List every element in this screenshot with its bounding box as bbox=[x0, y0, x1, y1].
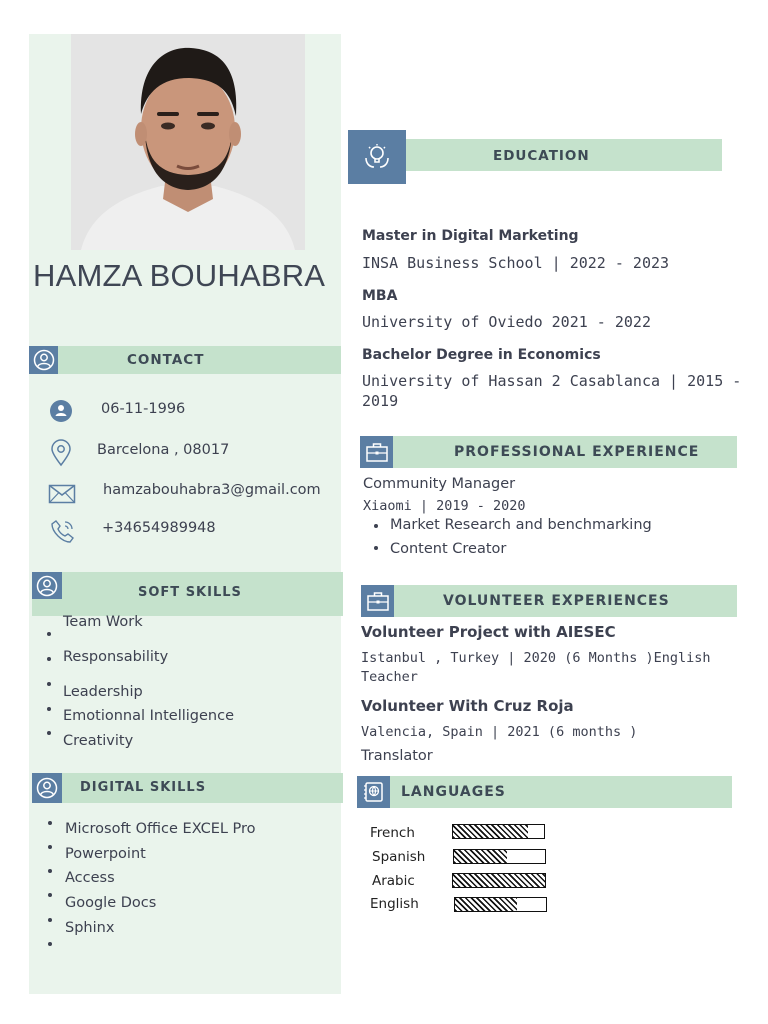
job-task: Market Research and benchmarking bbox=[390, 517, 652, 533]
volunteer-detail-continued: Translator bbox=[361, 748, 433, 764]
language-level-bar bbox=[452, 873, 546, 888]
list-bullet bbox=[47, 657, 51, 661]
contact-location: Barcelona , 08017 bbox=[97, 442, 230, 458]
languages-section-title: LANGUAGES bbox=[401, 784, 506, 800]
contact-email[interactable]: hamzabouhabra3@gmail.com bbox=[103, 482, 321, 498]
education-degree: Bachelor Degree in Economics bbox=[362, 347, 601, 363]
volunteer-section-title: VOLUNTEER EXPERIENCES bbox=[443, 593, 670, 609]
volunteer-detail: Istanbul , Turkey | 2020 (6 Months )English bbox=[361, 650, 711, 666]
job-task: Content Creator bbox=[390, 541, 507, 557]
list-bullet bbox=[47, 632, 51, 636]
lightbulb-hands-icon bbox=[362, 142, 392, 172]
education-section-title: EDUCATION bbox=[493, 148, 590, 164]
soft-skill-item: Responsability bbox=[63, 649, 169, 665]
globe-book-icon bbox=[362, 780, 386, 804]
contact-section-title: CONTACT bbox=[127, 352, 205, 368]
contact-birthdate: 06-11-1996 bbox=[101, 401, 186, 417]
digital-skill-item: Google Docs bbox=[65, 895, 157, 911]
job-company: Xiaomi | 2019 - 2020 bbox=[363, 498, 526, 514]
contact-header-icon-box bbox=[29, 346, 58, 374]
job-role: Community Manager bbox=[363, 476, 516, 492]
professional-icon-box bbox=[360, 436, 393, 468]
user-badge-icon bbox=[49, 399, 73, 423]
languages-icon-box bbox=[357, 776, 390, 808]
digital-skill-item: Access bbox=[65, 870, 115, 886]
language-level-bar bbox=[454, 897, 547, 912]
professional-section-title: PROFESSIONAL EXPERIENCE bbox=[454, 444, 700, 460]
digital-skill-item: Sphinx bbox=[65, 920, 115, 936]
user-circle-icon bbox=[33, 349, 55, 371]
language-level-bar bbox=[452, 824, 545, 839]
user-circle-icon bbox=[36, 777, 58, 799]
digital-skills-icon-box bbox=[32, 773, 62, 803]
language-name: French bbox=[370, 825, 415, 841]
volunteer-detail: Valencia, Spain | 2021 (6 months ) bbox=[361, 724, 638, 740]
soft-skill-item: Creativity bbox=[63, 733, 134, 749]
list-bullet bbox=[48, 845, 52, 849]
candidate-name: HAMZA BOUHABRA bbox=[33, 258, 326, 293]
list-bullet bbox=[48, 893, 52, 897]
education-detail: University of Oviedo 2021 - 2022 bbox=[362, 313, 651, 331]
list-bullet bbox=[48, 821, 52, 825]
briefcase-icon bbox=[365, 441, 389, 463]
language-level-bar bbox=[453, 849, 546, 864]
language-name: English bbox=[370, 896, 419, 912]
education-icon-box bbox=[348, 130, 406, 184]
volunteer-detail-continued: Teacher bbox=[361, 669, 418, 685]
profile-photo bbox=[71, 34, 305, 250]
language-name: Spanish bbox=[372, 849, 426, 865]
briefcase-icon bbox=[366, 590, 390, 612]
user-circle-icon bbox=[36, 575, 58, 597]
digital-skills-section-title: DIGITAL SKILLS bbox=[80, 780, 207, 795]
list-bullet bbox=[48, 918, 52, 922]
education-detail-continued: 2019 bbox=[362, 392, 399, 410]
soft-skill-item: Team Work bbox=[63, 614, 143, 630]
education-detail: University of Hassan 2 Casablanca | 2015 - bbox=[362, 372, 742, 390]
soft-skill-item: Leadership bbox=[63, 684, 143, 700]
language-level-fill bbox=[455, 898, 517, 911]
education-degree: Master in Digital Marketing bbox=[362, 228, 579, 244]
list-bullet bbox=[48, 942, 52, 946]
language-level-fill bbox=[453, 874, 545, 887]
digital-skill-item: Microsoft Office EXCEL Pro bbox=[65, 821, 256, 837]
digital-skill-item: Powerpoint bbox=[65, 846, 146, 862]
profile-photo-illustration bbox=[71, 34, 305, 250]
language-level-fill bbox=[453, 825, 528, 838]
volunteer-icon-box bbox=[361, 585, 394, 617]
list-bullet bbox=[47, 731, 51, 735]
list-bullet bbox=[48, 869, 52, 873]
volunteer-title: Volunteer With Cruz Roja bbox=[361, 697, 574, 715]
list-bullet bbox=[47, 707, 51, 711]
list-bullet bbox=[47, 682, 51, 686]
soft-skills-section-title: SOFT SKILLS bbox=[138, 585, 242, 600]
phone-icon bbox=[50, 518, 76, 544]
language-level-fill bbox=[454, 850, 507, 863]
map-pin-icon bbox=[49, 439, 73, 467]
language-name: Arabic bbox=[372, 873, 415, 889]
soft-skill-item: Emotionnal Intelligence bbox=[63, 708, 235, 724]
contact-phone[interactable]: +34654989948 bbox=[102, 520, 216, 536]
volunteer-title: Volunteer Project with AIESEC bbox=[361, 623, 616, 641]
education-detail: INSA Business School | 2022 - 2023 bbox=[362, 254, 670, 272]
list-bullet bbox=[374, 546, 378, 550]
list-bullet bbox=[374, 524, 378, 528]
envelope-icon bbox=[48, 484, 76, 504]
soft-skills-icon-box bbox=[32, 572, 62, 599]
education-degree: MBA bbox=[362, 288, 398, 304]
